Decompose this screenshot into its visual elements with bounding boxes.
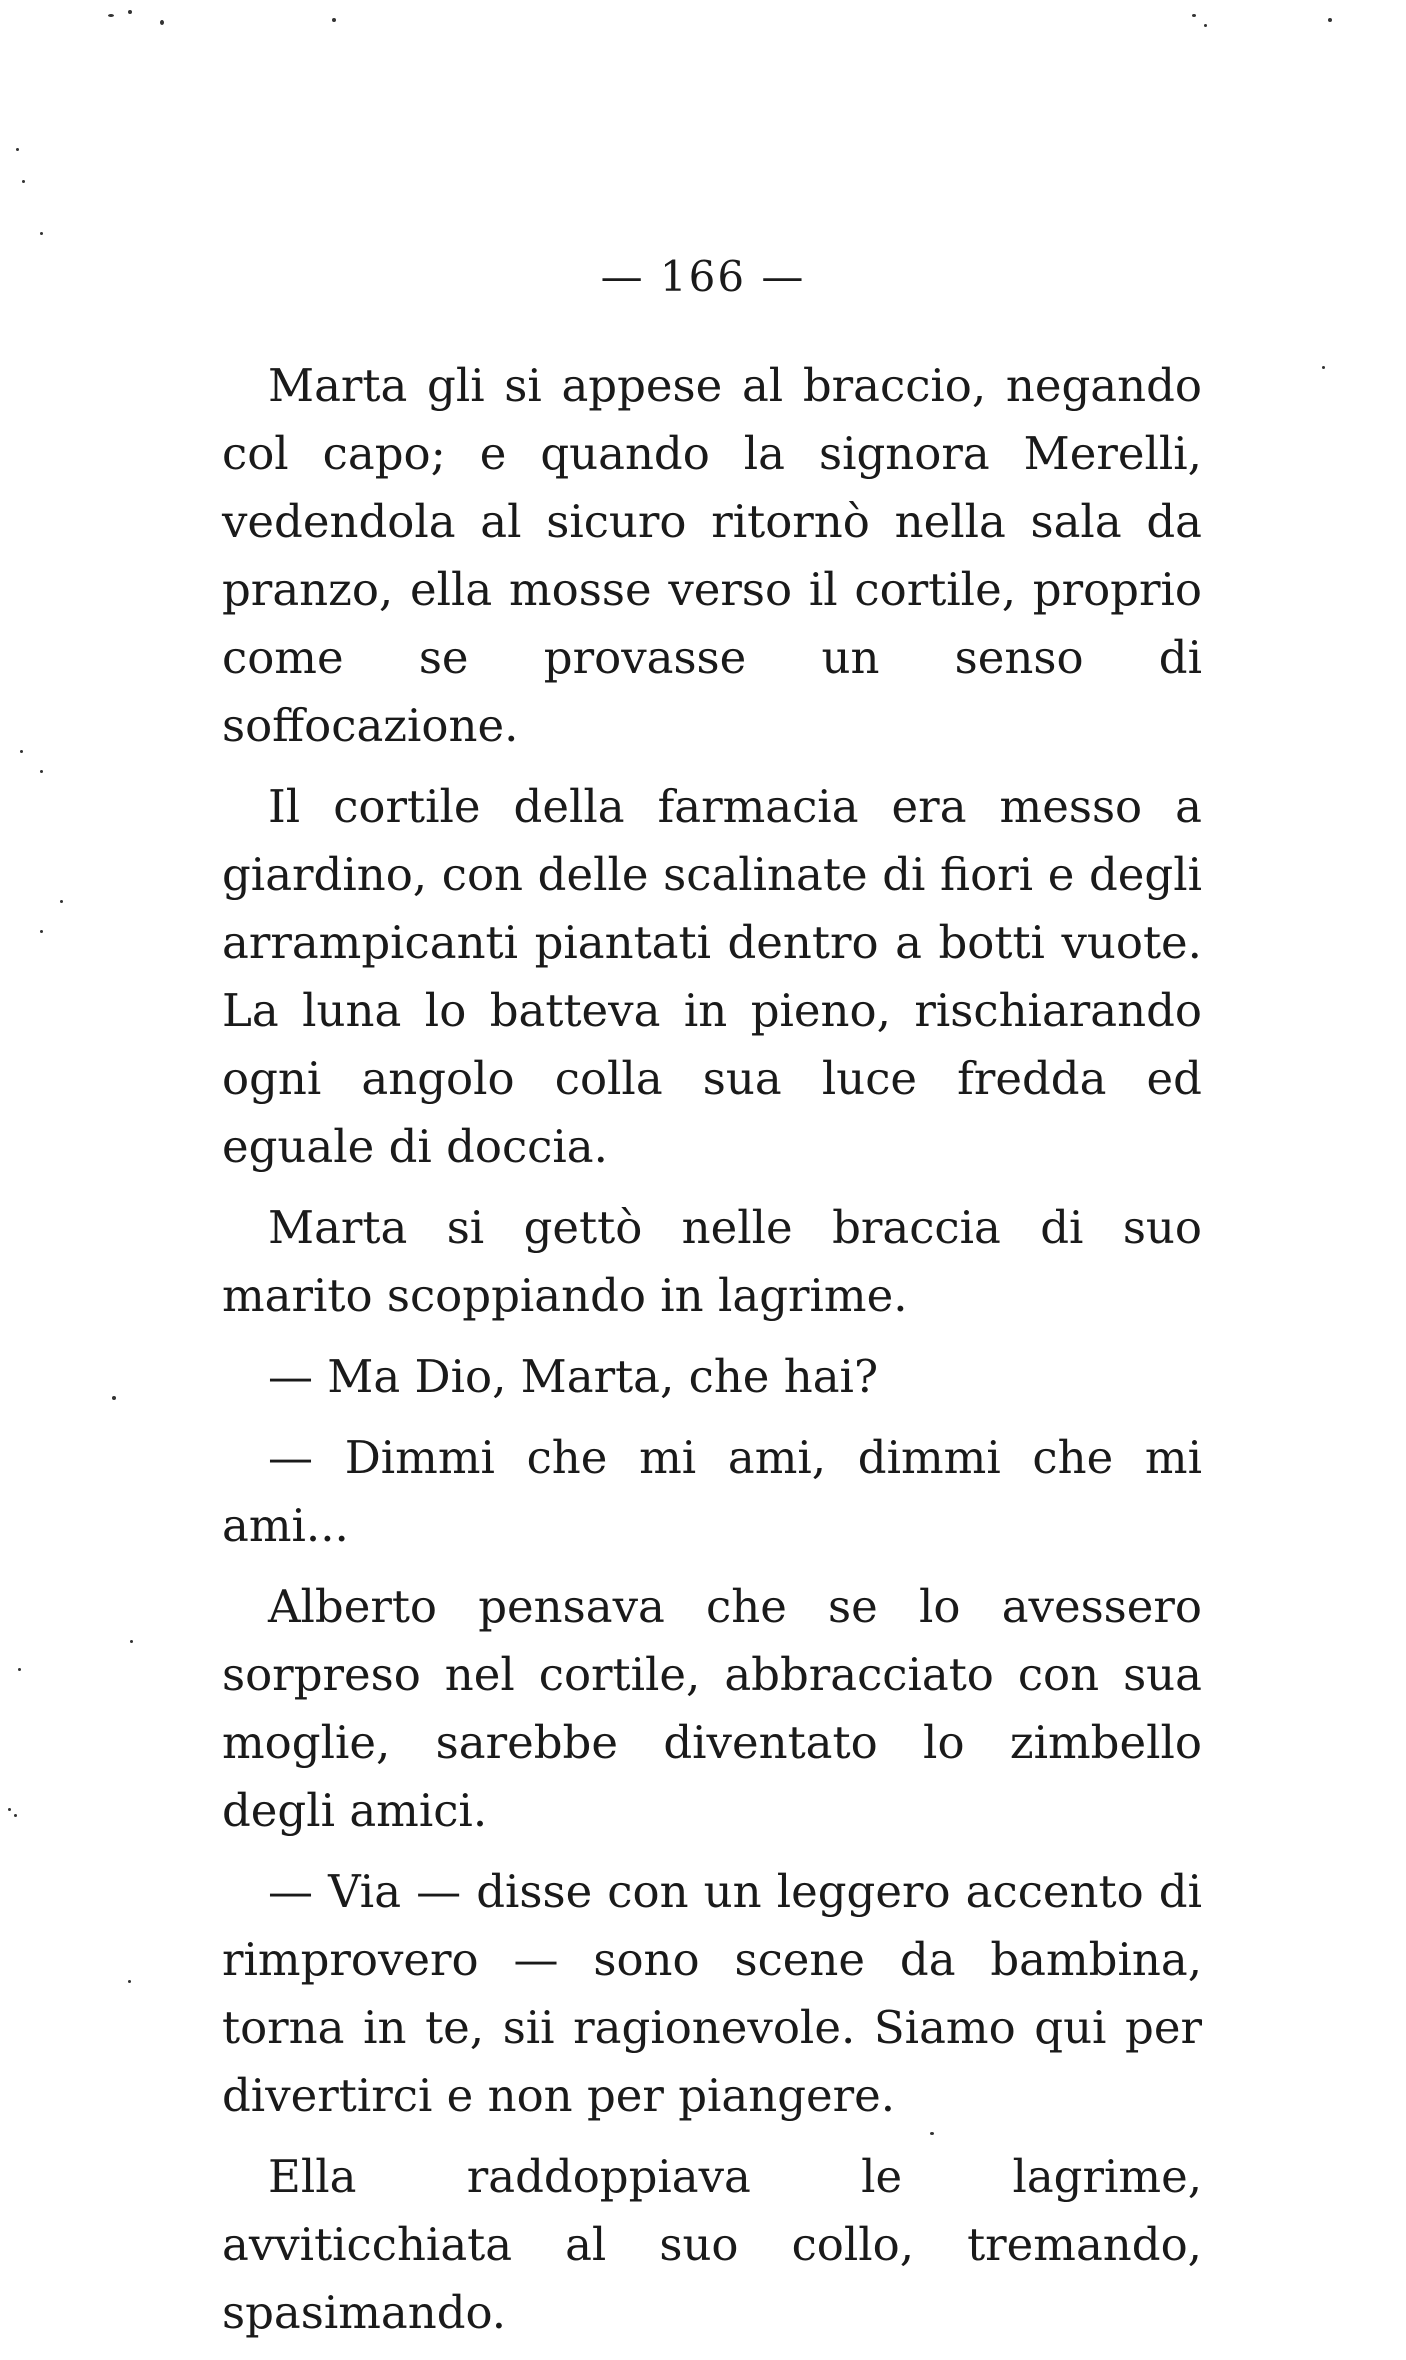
scan-speck (18, 1668, 21, 1671)
dialogue-line: — Ma Dio, Marta, che hai? (268, 1350, 879, 1403)
paragraph: Il cortile della farmacia era messo a giardino, con delle scalinate di fiori e degli arrampicanti piantati dentro a botti vuote. La luna lo batteva in pieno, rischiarando ogni angolo colla sua luce fredda ed eguale di doccia. (222, 780, 1202, 1173)
scan-speck (112, 1396, 116, 1400)
paragraph: Marta si gettò nelle braccia di suo marito scoppiando in lagrime. (222, 1201, 1202, 1322)
page-number: — 166 — (600, 252, 806, 301)
dialogue-line: — Via — disse con un leggero accento di rimprovero — sono scene da bambina, torna in te, sii ragionevole. Siamo qui per divertirci e non per piangere. (222, 1865, 1202, 2122)
scan-speck (20, 750, 23, 753)
scan-speck (60, 900, 63, 903)
scan-speck (40, 770, 43, 773)
scan-speck (160, 20, 164, 25)
scan-speck (1328, 18, 1332, 22)
scan-speck (8, 1808, 11, 1811)
scan-speck (1322, 366, 1325, 369)
scan-speck (22, 180, 25, 183)
body-text (222, 352, 1202, 2360)
scan-speck (40, 930, 43, 933)
scan-speck (930, 2132, 934, 2135)
paragraph: Marta gli si appese al braccio, negando col capo; e quando la signora Merelli, vedendola al sicuro ritornò nella sala da pranzo, ella mosse verso il cortile, proprio come se provasse un senso di soffocazione. (222, 359, 1202, 752)
scan-speck (1204, 24, 1207, 27)
scan-speck (14, 1814, 17, 1817)
paragraph: Ella raddoppiava le lagrime, avviticchiata al suo collo, tremando, spasimando. (222, 2150, 1202, 2339)
scan-speck (108, 14, 114, 17)
scan-speck (1192, 14, 1196, 17)
scan-speck (16, 148, 19, 151)
scan-speck (130, 1640, 133, 1643)
scan-speck (128, 10, 132, 14)
scan-speck (40, 232, 43, 235)
dialogue-line: — Dimmi che mi ami, dimmi che mi ami... (222, 1431, 1202, 1552)
scan-speck (128, 1980, 131, 1983)
scan-speck (332, 18, 336, 22)
paragraph: Alberto pensava che se lo avessero sorpreso nel cortile, abbracciato con sua moglie, sarebbe diventato lo zimbello degli amici. (222, 1580, 1202, 1837)
